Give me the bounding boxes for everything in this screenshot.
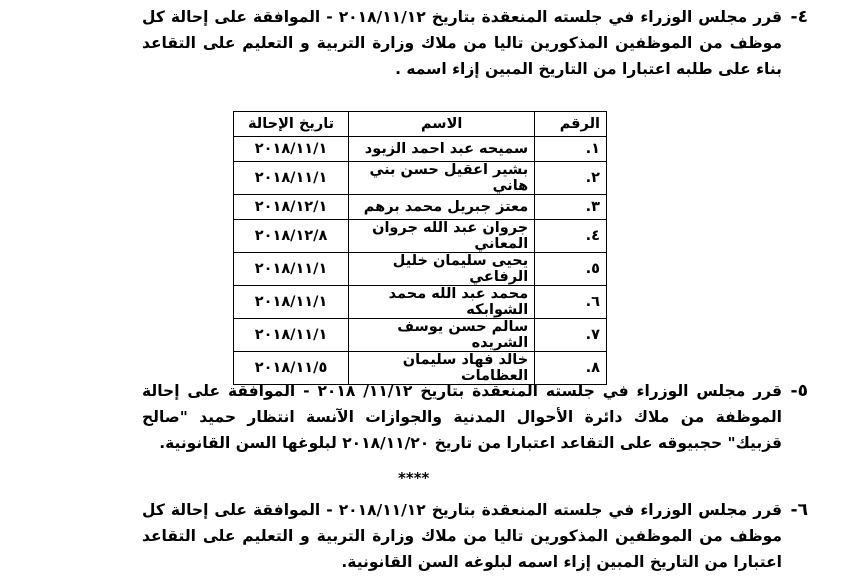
section-separator: **** (398, 469, 430, 487)
row-number: ٨. (535, 352, 607, 385)
table-row (234, 195, 607, 220)
row-date: ٢٠١٨/١١/١ (234, 137, 349, 162)
table-header-row (234, 112, 607, 137)
row-name: سميحه عبد احمد الزيود (349, 137, 535, 162)
row-date: ٢٠١٨/١١/١ (234, 162, 349, 195)
retirees-table (233, 111, 607, 385)
row-name: جروان عبد الله جروان المعاني (349, 220, 535, 253)
row-date: ٢٠١٨/١٢/١ (234, 195, 349, 220)
row-name: بشير اعقيل حسن بني هاني (349, 162, 535, 195)
decision-5-text: قرر مجلس الوزراء في جلسته المنعقدة بتاريخ ١١/١٢/ ٢٠١٨ - الموافقة على إحالة الموظفة من ملاك دائرة الأحوال المدنية والجوازات الآنسة انتظار حميد "صالح قزبيك" حجبيوقه على التقاعد اعتبارا من تاريخ ٢٠١٨/١١/٢٠ لبلوغها السن القانونية. (142, 382, 783, 452)
row-date: ٢٠١٨/١١/١ (234, 286, 349, 319)
row-name: معتز جبريل محمد برهم (349, 195, 535, 220)
header-date: تاريخ الإحالة (234, 112, 349, 137)
table-row (234, 220, 607, 253)
row-name: خالد فهاد سليمان العظامات (349, 352, 535, 385)
decision-4-paragraph (142, 4, 808, 82)
decision-6-text: قرر مجلس الوزراء في جلسته المنعقدة بتاريخ ٢٠١٨/١١/١٢ - الموافقة على إحالة كل موظف من الموظفين المذكورين تاليا من ملاك وزارة التربية و التعليم على التقاعد اعتبارا من التاريخ المبين إزاء اسمه لبلوغه السن القانونية. (142, 501, 782, 571)
row-date: ٢٠١٨/١١/٥ (234, 352, 349, 385)
row-number: ٢. (535, 162, 607, 195)
row-number: ٧. (535, 319, 607, 352)
header-number: الرقم (535, 112, 607, 137)
decision-4-text: قرر مجلس الوزراء في جلسته المنعقدة بتاريخ ٢٠١٨/١١/١٢ - الموافقة على إحالة كل موظف من الموظفين المذكورين تاليا من ملاك وزارة التربية و التعليم على التقاعد بناء على طلبه اعتبارا من التاريخ المبين إزاء اسمه . (142, 8, 782, 78)
row-number: ٤. (535, 220, 607, 253)
row-name: محمد عبد الله محمد الشوابكه (349, 286, 535, 319)
decision-4-number: ٤- (790, 7, 808, 27)
decision-5-number: ٥- (790, 381, 808, 401)
row-date: ٢٠١٨/١٢/٨ (234, 220, 349, 253)
row-number: ٥. (535, 253, 607, 286)
table-row (234, 286, 607, 319)
row-number: ٦. (535, 286, 607, 319)
table-row (234, 253, 607, 286)
decision-5-paragraph (142, 378, 808, 456)
row-name: يحيى سليمان خليل الرفاعي (349, 253, 535, 286)
row-number: ٣. (535, 195, 607, 220)
row-name: سالم حسن يوسف الشريده (349, 319, 535, 352)
table-row (234, 319, 607, 352)
row-date: ٢٠١٨/١١/١ (234, 253, 349, 286)
row-number: ١. (535, 137, 607, 162)
table-row (234, 162, 607, 195)
row-date: ٢٠١٨/١١/١ (234, 319, 349, 352)
header-name: الاسم (349, 112, 535, 137)
decision-6-paragraph (142, 497, 808, 575)
decision-6-number: ٦- (790, 500, 808, 520)
table-row (234, 137, 607, 162)
